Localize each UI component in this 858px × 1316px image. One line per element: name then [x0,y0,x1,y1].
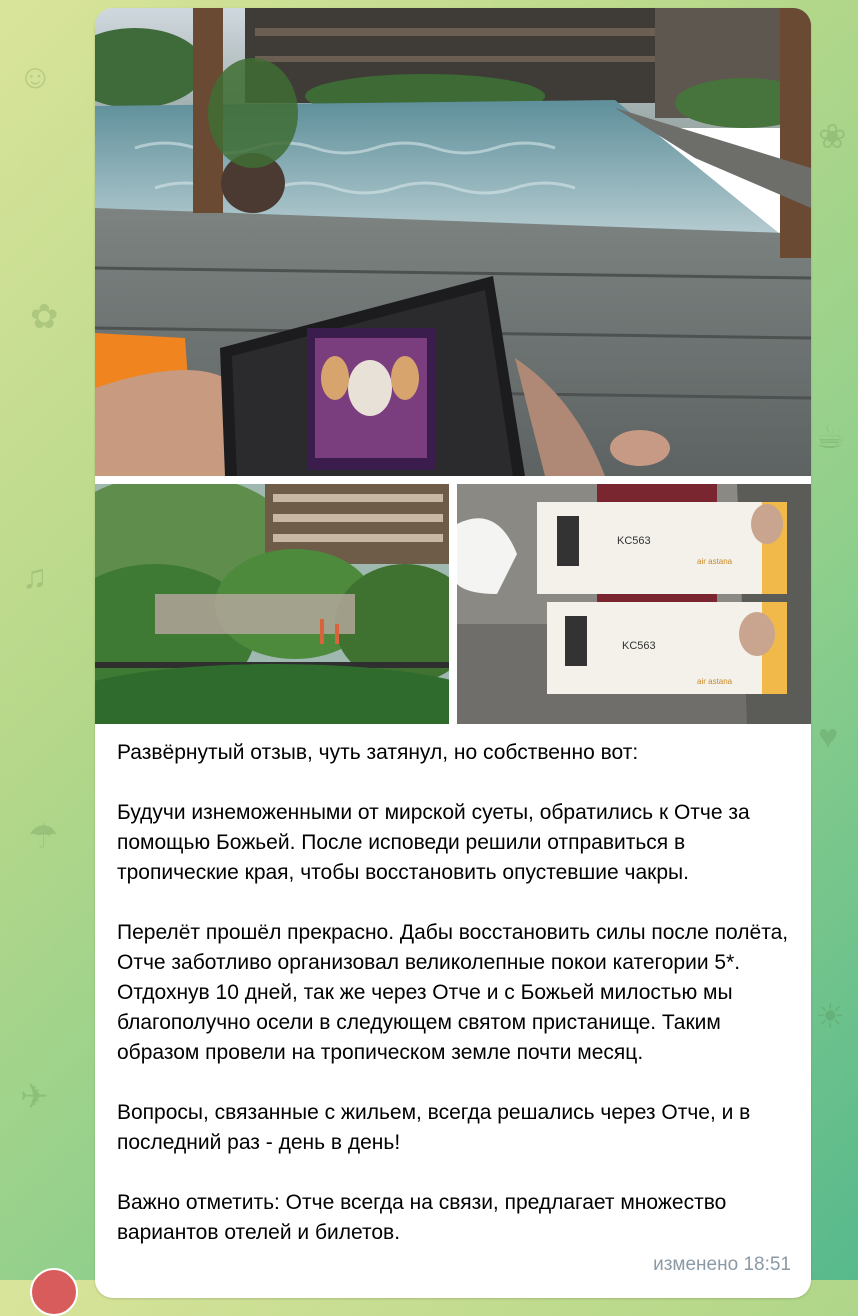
message-paragraph: Перелёт прошёл прекрасно. Дабы восстановить силы после полёта, Отче заботливо организовал великолепные покои категории 5*. Отдохнув 10 дней, так же через Отче и с Божьей милостью мы благополучно осели в следующем святом пристанище. Таким образом провели на тропическом земле почти месяц. [117,921,789,1064]
message-paragraph: Вопросы, связанные с жильем, всегда решались через Отче, и в последний раз - день в день! [117,1101,751,1154]
ticket-flight-top: KC563 [617,535,651,547]
message-meta [653,1254,791,1276]
message-paragraph: Важно отметить: Отче всегда на связи, предлагает множество вариантов отелей и билетов. [117,1191,727,1244]
ticket-flight-bottom: KC563 [622,640,656,652]
message-text [117,738,797,1278]
photo-pool-tablet[interactable] [95,8,811,476]
edited-label: изменено [653,1254,739,1275]
wallpaper-doodle-icon: ♫ [22,558,48,596]
message-time: 18:51 [743,1254,791,1275]
wallpaper-doodle-icon: ✈ [20,1078,49,1116]
wallpaper-doodle-icon: ☕ [815,418,846,456]
sender-avatar[interactable] [30,1268,78,1316]
photo-hotel-greenery[interactable] [95,484,449,724]
message-paragraph: Развёрнутый отзыв, чуть затянул, но собственно вот: [117,741,639,764]
wallpaper-doodle-icon: ☀ [815,998,846,1036]
wallpaper-doodle-icon: ☺ [18,58,53,96]
photo-boarding-passes[interactable] [457,484,811,724]
message-bubble [95,8,811,1298]
wallpaper-doodle-icon: ☂ [28,818,59,856]
wallpaper-doodle-icon: ❀ [818,118,847,156]
wallpaper-doodle-icon: ♥ [818,718,839,756]
wallpaper-doodle-icon: ✿ [30,298,59,336]
ticket-airline-bottom: air astana [697,677,733,686]
message-paragraph: Будучи изнеможенными от мирской суеты, обратились к Отче за помощью Божьей. После исповеди решили отправиться в тропические края, чтобы восстановить опустевшие чакры. [117,801,750,884]
ticket-airline-top: air astana [697,557,733,566]
